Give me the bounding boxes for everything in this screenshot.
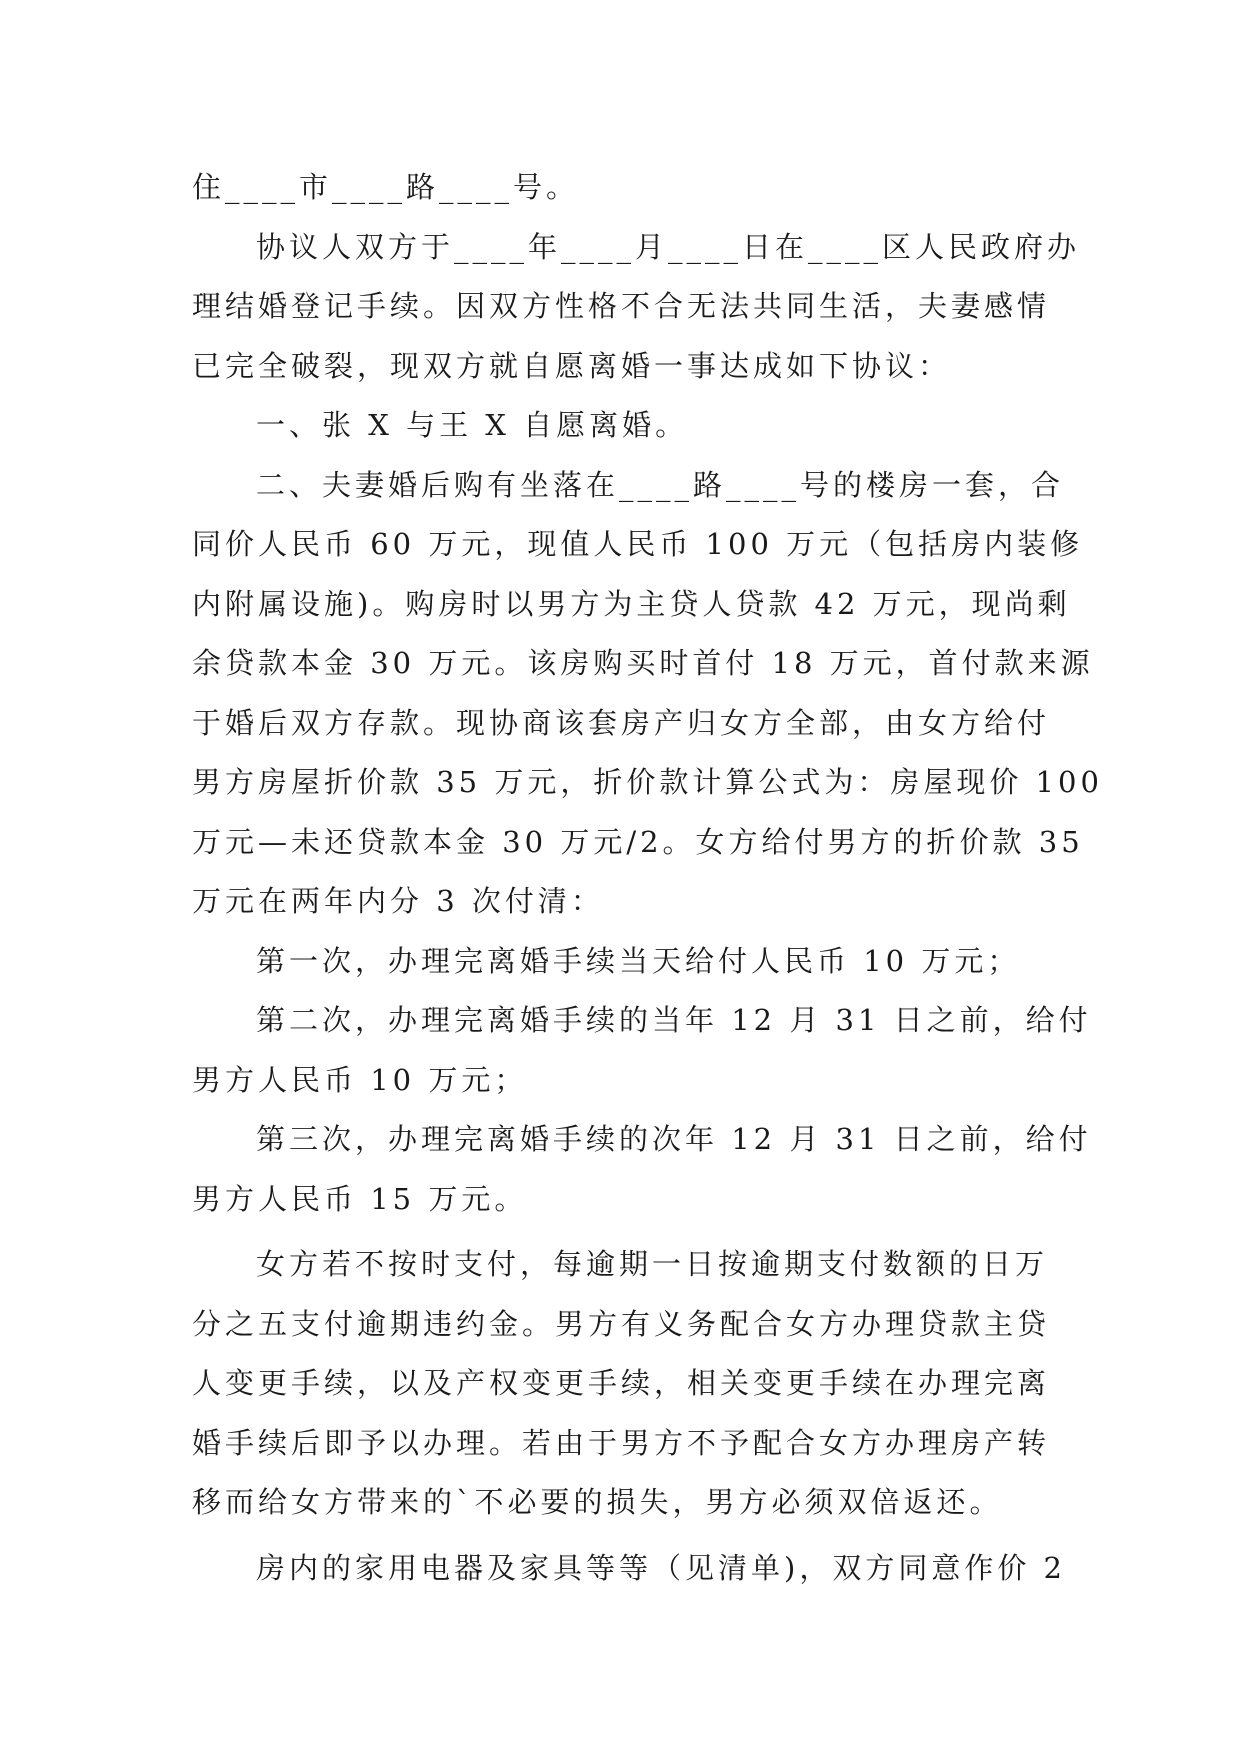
text-line: 于婚后双方存款。现协商该套房产归女方全部，由女方给付: [192, 705, 1051, 740]
text-line: 女方若不按时支付，每逾期一日按逾期支付数额的日万: [256, 1247, 1049, 1281]
text-line: 移而给女方带来的`不必要的损失，男方必须双倍返还。: [192, 1485, 1003, 1519]
text-line: 万元在两年内分 3 次付清：: [192, 884, 604, 918]
text-line: 理结婚登记手续。因双方性格不合无法共同生活，夫妻感情: [192, 289, 1051, 323]
text-line: 分之五支付逾期违约金。男方有义务配合女方办理贷款主贷: [192, 1306, 1051, 1341]
text-line: 婚手续后即予以办理。若由于男方不予配合女方办理房产转: [192, 1425, 1051, 1460]
text-line: 协议人双方于____年____月____日在____区人民政府办: [256, 229, 1081, 264]
text-line: 余贷款本金 30 万元。该房购买时首付 18 万元，首付款来源: [192, 646, 1094, 680]
text-line: 男方人民币 10 万元；: [192, 1062, 528, 1097]
text-line: 已完全破裂，现双方就自愿离婚一事达成如下协议：: [192, 348, 952, 383]
text-line: 一、张 X 与王 X 自愿离婚。: [256, 408, 689, 442]
text-line: 第二次，办理完离婚手续的当年 12 月 31 日之前，给付: [256, 1003, 1092, 1037]
text-line: 人变更手续，以及产权变更手续，相关变更手续在办理完离: [192, 1366, 1051, 1400]
document-body: [192, 158, 1103, 1598]
text-line: 万元—未还贷款本金 30 万元/2。女方给付男方的折价款 35: [192, 824, 1084, 859]
text-line: 二、夫妻婚后购有坐落在____路____号的楼房一套，合: [256, 467, 1065, 502]
text-line: 房内的家用电器及家具等等（见清单)，双方同意作价 2: [256, 1550, 1066, 1585]
text-line: 内附属设施)。购房时以男方为主贷人贷款 42 万元，现尚剩: [192, 586, 1071, 621]
text-line: 男方人民币 15 万元。: [192, 1181, 528, 1216]
text-line: 男方房屋折价款 35 万元，折价款计算公式为：房屋现价 100: [192, 765, 1103, 799]
text-line: 第三次，办理完离婚手续的次年 12 月 31 日之前，给付: [256, 1122, 1092, 1156]
text-line: 第一次，办理完离婚手续当天给付人民币 10 万元；: [256, 943, 1021, 978]
text-line: 住____市____路____号。: [192, 170, 580, 204]
text-line: 同价人民币 60 万元，现值人民币 100 万元（包括房内装修: [192, 527, 1084, 561]
